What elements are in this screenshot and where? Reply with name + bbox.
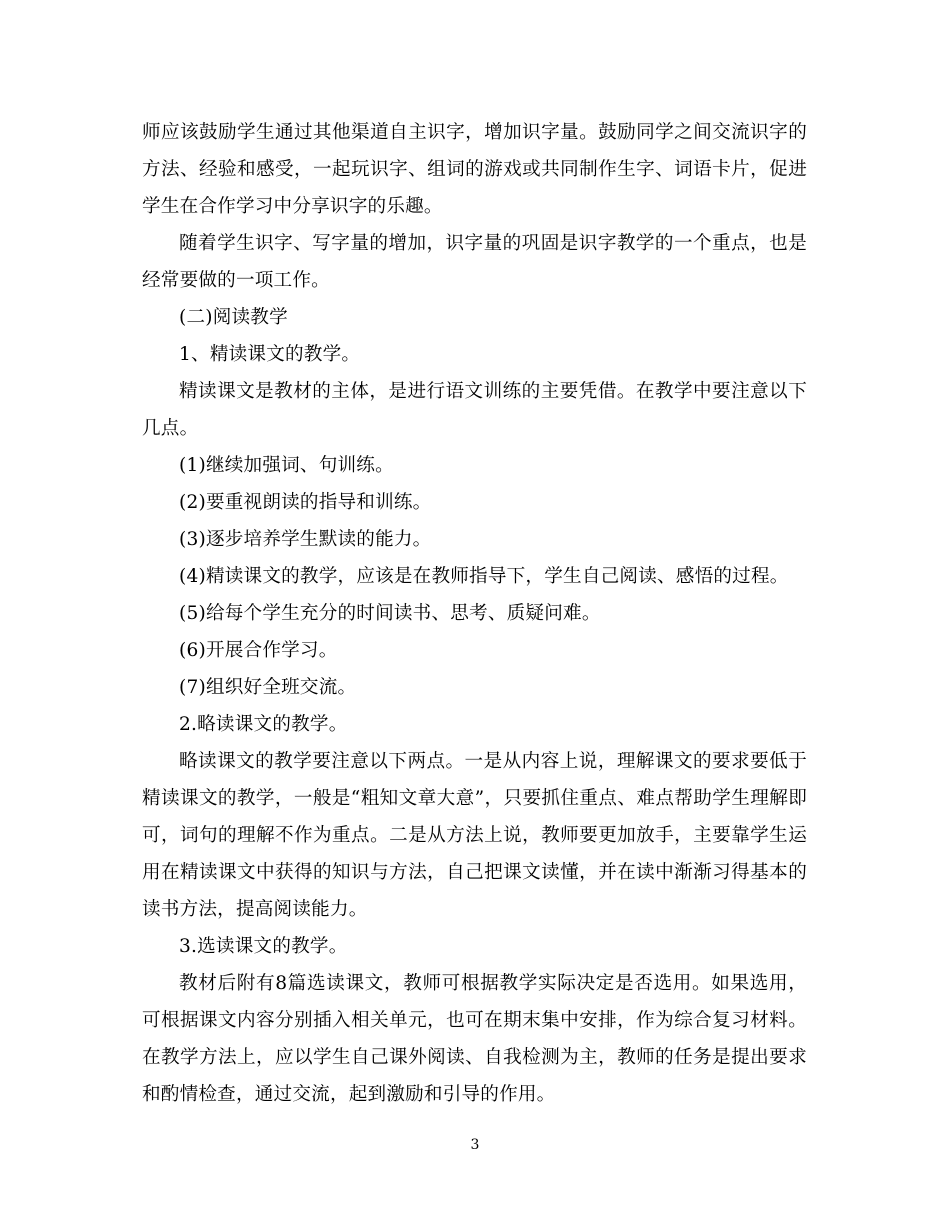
subheading-intensive-reading: 1、精读课文的教学。 [179,344,361,365]
paragraph-skim-reading: 略读课文的教学要注意以下两点。一是从内容上说，理解课文的要求要低于精读课文的教学，一般是“粗知文章大意”，只要抓住重点、难点帮助学生理解即可，词句的理解不作为重点。二是从方法上说，教师要更加放手，主要靠学生运用在精读课文中获得的知识与方法，自己把课文读懂，并在读中渐渐习得基本的读书方法，提高阅读能力。 [142,751,807,920]
list-item-5: (5)给每个学生充分的时间读书、思考、质疑问难。 [179,603,601,624]
paragraph-optional-reading: 教材后附有8篇选读课文，教师可根据教学实际决定是否选用。如果选用，可根据课文内容分别插入相关单元，也可在期末集中安排，作为综合复习材料。在教学方法上，应以学生自己课外阅读、自我检测为主，教师的任务是提出要求和酌情检查，通过交流，起到激励和引导的作用。 [142,973,807,1105]
list-item-3: (3)逐步培养学生默读的能力。 [179,529,432,550]
paragraph-1: 师应该鼓励学生通过其他渠道自主识字，增加识字量。鼓励同学之间交流识字的方法、经验和感受，一起玩识字、组词的游戏或共同制作生字、词语卡片，促进学生在合作学习中分享识字的乐趣。 [142,122,807,217]
paragraph-intensive-intro: 精读课文是教材的主体，是进行语文训练的主要凭借。在教学中要注意以下几点。 [142,381,807,439]
paragraph-2: 随着学生识字、写字量的增加，识字量的巩固是识字教学的一个重点，也是经常要做的一项工作。 [142,233,807,291]
list-item-7: (7)组织好全班交流。 [179,677,357,698]
list-item-6: (6)开展合作学习。 [179,640,338,661]
document-body [142,114,807,1113]
list-item-4: (4)精读课文的教学，应该是在教师指导下，学生自己阅读、感悟的过程。 [179,566,789,587]
list-item-2: (2)要重视朗读的指导和训练。 [179,492,432,513]
list-item-1: (1)继续加强词、句训练。 [179,455,394,476]
page-number: 3 [470,1137,480,1153]
subheading-optional-reading: 3.选读课文的教学。 [179,936,348,957]
section-heading-reading: (二)阅读教学 [179,307,288,328]
subheading-skim-reading: 2.略读课文的教学。 [179,714,348,735]
